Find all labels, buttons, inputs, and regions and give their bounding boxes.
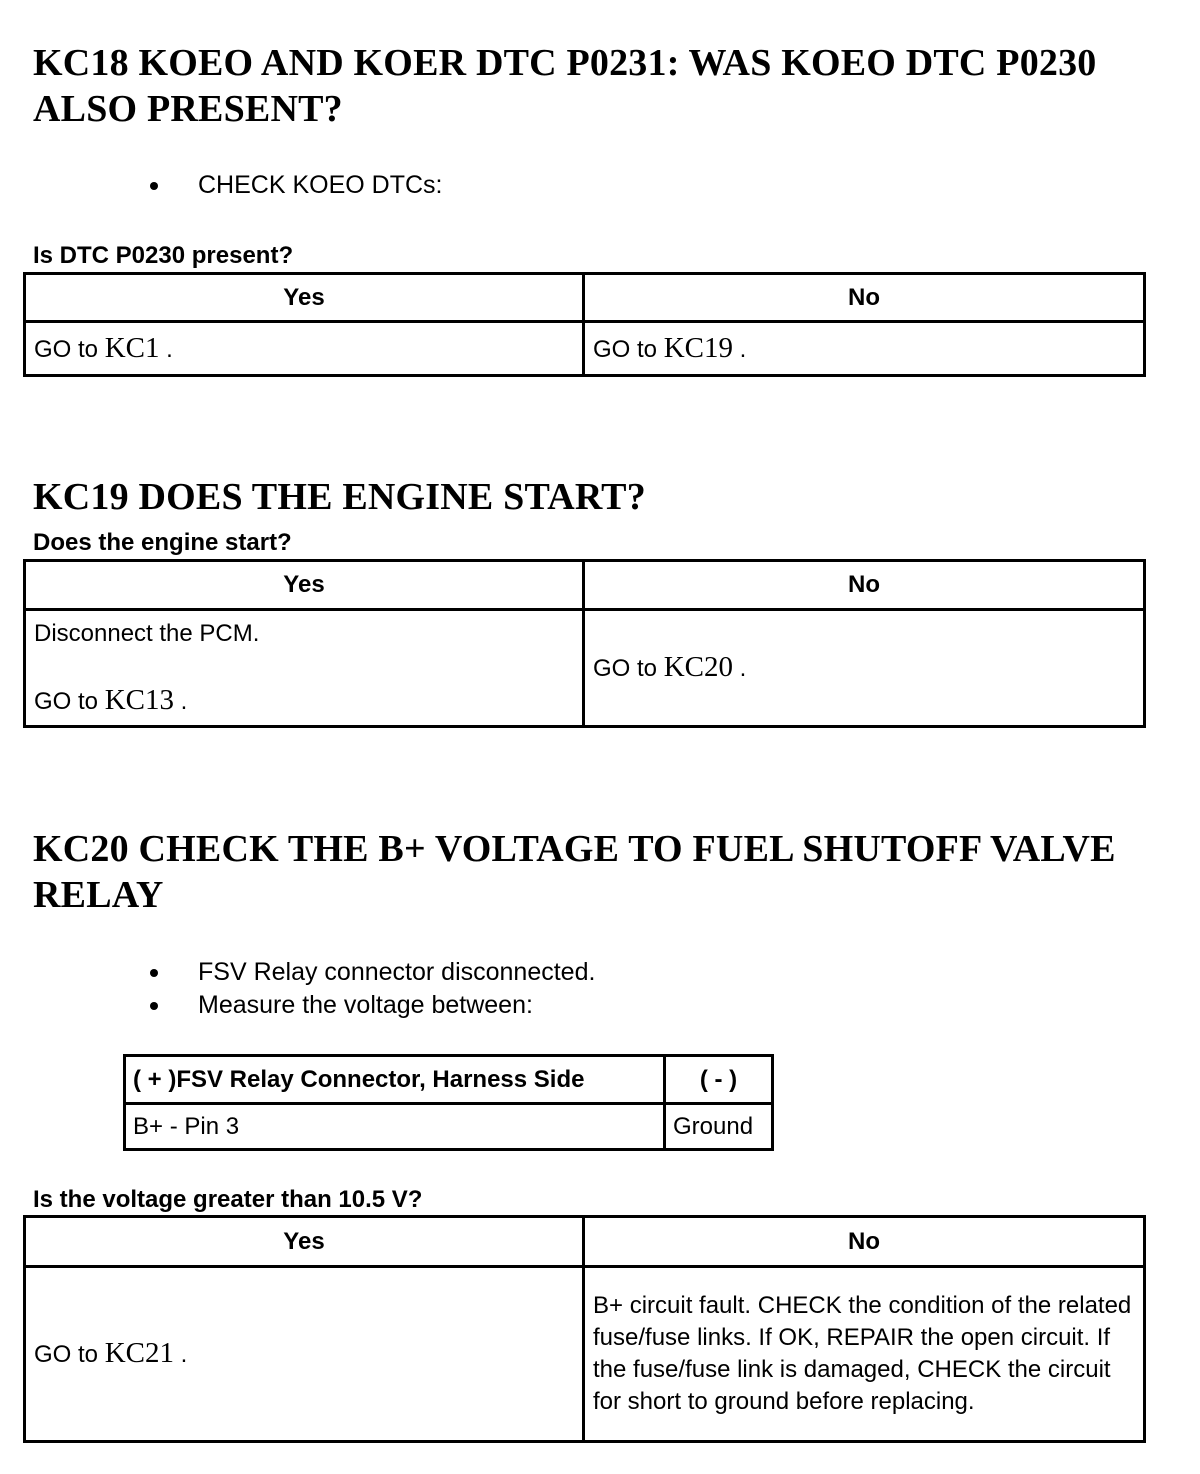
kc18-yes-header: Yes	[25, 274, 584, 322]
kc19-yes-prefix: GO to	[34, 688, 99, 715]
kc19-no-cell: GO to KC20 .	[584, 610, 1145, 727]
kc20-yes-link-kc21[interactable]: KC21	[104, 1337, 174, 1369]
kc19-yes-link-kc13[interactable]: KC13	[104, 684, 174, 716]
kc18-answer-table	[23, 272, 1146, 377]
kc20-negative-value: Ground	[665, 1104, 773, 1150]
kc20-yes-cell: GO to KC21 .	[25, 1267, 584, 1442]
kc18-yes-cell: GO to KC1 .	[25, 322, 584, 376]
kc20-no-instruction: B+ circuit fault. CHECK the condition of the related fuse/fuse links. If OK, REPAIR the open circuit. If the fuse/fuse link is damaged, CHECK the circuit for short to ground before replacing.	[593, 1292, 1132, 1415]
kc18-yes-link-kc1[interactable]: KC1	[104, 331, 160, 364]
kc18-no-link-kc19[interactable]: KC19	[663, 331, 733, 364]
kc20-bullet-measure-voltage: Measure the voltage between:	[150, 989, 595, 1022]
kc20-yes-prefix: GO to	[34, 1341, 99, 1368]
kc20-no-header: No	[584, 1217, 1145, 1267]
kc20-yes-header: Yes	[25, 1217, 584, 1267]
kc20-question: Is the voltage greater than 10.5 V?	[33, 1186, 423, 1213]
kc19-answer-table	[23, 559, 1146, 728]
kc20-bullet-connector-disconnected: FSV Relay connector disconnected.	[150, 956, 595, 989]
kc20-positive-value: B+ - Pin 3	[125, 1104, 665, 1150]
kc19-no-header: No	[584, 561, 1145, 610]
kc19-no-link-kc20[interactable]: KC20	[663, 651, 733, 683]
kc19-question: Does the engine start?	[33, 529, 292, 556]
kc20-no-cell	[584, 1267, 1145, 1442]
kc18-question: Is DTC P0230 present?	[33, 242, 294, 269]
kc18-no-cell: GO to KC19 .	[584, 322, 1145, 376]
kc18-no-prefix: GO to	[593, 335, 658, 363]
kc19-yes-header: Yes	[25, 561, 584, 610]
kc20-negative-header: ( - )	[665, 1056, 773, 1104]
kc19-yes-cell: Disconnect the PCM. GO to KC13 .	[25, 610, 584, 727]
kc20-bullet-list	[150, 956, 595, 1022]
kc19-yes-instruction: Disconnect the PCM.	[34, 620, 260, 647]
kc18-no-header: No	[584, 274, 1145, 322]
kc18-bullet-check-dtcs: CHECK KOEO DTCs:	[150, 169, 442, 202]
kc18-heading: KC18 KOEO AND KOER DTC P0231: WAS KOEO DTC P0230 ALSO PRESENT?	[33, 42, 1097, 130]
kc19-no-prefix: GO to	[593, 655, 658, 682]
kc18-yes-prefix: GO to	[34, 335, 99, 363]
kc19-heading: KC19 DOES THE ENGINE START?	[33, 476, 646, 518]
kc20-answer-table	[23, 1215, 1146, 1443]
kc20-heading: KC20 CHECK THE B+ VOLTAGE TO FUEL SHUTOFF VALVE RELAY	[33, 828, 1116, 916]
kc20-measurement-table	[123, 1054, 774, 1151]
kc20-positive-header: ( + )FSV Relay Connector, Harness Side	[125, 1056, 665, 1104]
kc18-bullet-list	[150, 169, 442, 202]
